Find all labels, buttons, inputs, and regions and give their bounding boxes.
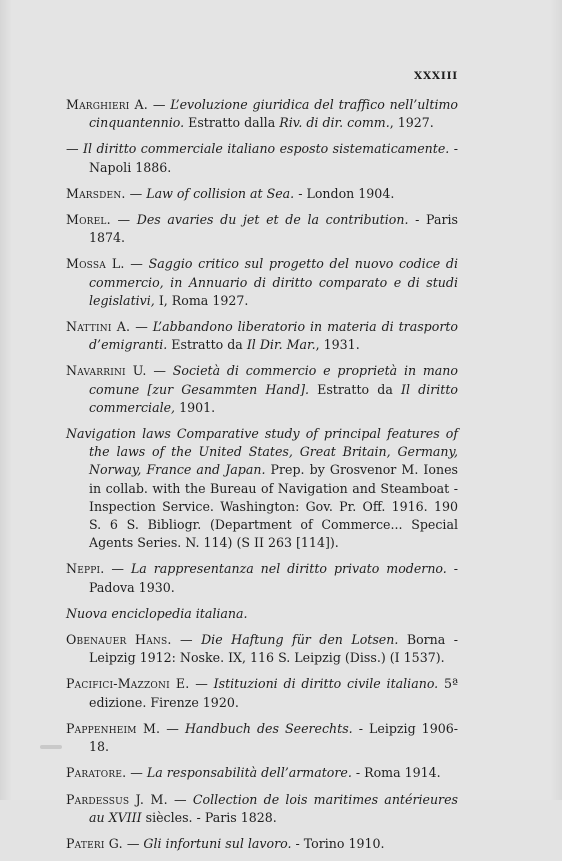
entry-details: 5ª edizione. Firenze 1920. (89, 676, 458, 710)
entry-details: - Leipzig 1906-18. (89, 720, 458, 755)
entry-author: Morel. (66, 212, 111, 228)
bibliography-entry (66, 560, 458, 596)
entry-author: Pardessus J. M. (66, 791, 168, 807)
bibliography-entry (66, 185, 458, 203)
entry-details: Estratto da (167, 337, 247, 353)
entry-author: Paratore. (66, 765, 127, 781)
entry-separator: — (189, 676, 214, 692)
entry-separator: — (124, 256, 149, 272)
bibliography-entry (66, 605, 458, 623)
entry-author: Pateri G. (66, 835, 123, 851)
entry-title: Die Haftung für den Lotsen. (201, 632, 399, 648)
entry-title: Gli infortuni sul lavoro. (143, 835, 292, 851)
entry-details: Prep. by Grosvenor M. Iones in collab. with the Bureau of Navigation and Steamboat - Inspection Service. Washington: Gov. Pr. Off. 1916. 190 S. 6 S. Bibliogr. (Department of Commerce... Special Agents Series. N. 114) (S II 263 [114]). (89, 462, 459, 551)
page-number: XXXIII (414, 70, 458, 82)
entry-details: - Roma 1914. (351, 765, 441, 781)
bibliography-entry (66, 140, 458, 176)
entry-source-details: 1901. (175, 399, 216, 415)
entry-details: - Torino 1910. (291, 835, 385, 851)
entry-author: Navarrini U. (66, 363, 147, 379)
entry-separator: — (148, 97, 171, 112)
entry-separator: — (167, 791, 193, 807)
bibliography-list (66, 96, 458, 861)
entry-separator: — (122, 835, 144, 851)
bibliography-entry (66, 425, 458, 552)
bibliography-entry (66, 764, 458, 782)
entry-title: Handbuch des Seerechts. (184, 720, 353, 736)
entry-title: Istituzioni di diritto civile italiano. (213, 676, 439, 692)
entry-title: Des avaries du jet et de la contribution. (136, 212, 409, 228)
entry-source-title: Il diritto commerciale, (89, 381, 458, 415)
entry-separator: — (130, 319, 153, 335)
bibliography-entry (66, 675, 458, 711)
entry-title: Law of collision at Sea. (146, 185, 295, 201)
entry-separator: — (110, 212, 137, 228)
entry-title: L’abbandono liberatorio in materia di trasporto d’emigranti. (89, 319, 458, 353)
bibliography-entry (66, 211, 458, 247)
entry-author: Pacifici-Mazzoni E. (66, 676, 190, 692)
entry-title: L’evoluzione giuridica del traffico nell’ultimo cinquantennio. (89, 97, 458, 131)
entry-title: Navigation laws Comparative study of principal features of the laws of the United States, Great Britain, Germany, Norway, France and Japan. (66, 426, 458, 478)
entry-title: Il diritto commerciale italiano esposto sistematicamente. (83, 141, 450, 157)
entry-source-title: Riv. di dir. comm. (279, 115, 390, 131)
entry-details: Estratto da (308, 381, 401, 397)
entry-separator: — (66, 141, 84, 157)
entry-author: Obenauer Hans. (66, 632, 172, 648)
bibliography-entry (66, 835, 458, 853)
bibliography-entry (66, 96, 458, 132)
entry-title: Società di commercio e proprietà in mano comune [zur Gesammten Hand]. (89, 363, 458, 397)
entry-title: Nuova enciclopedia italiana. (66, 605, 248, 621)
entry-details: - London 1904. (294, 185, 395, 201)
paper-smudge (40, 745, 62, 749)
entry-separator: — (126, 765, 147, 781)
entry-title: La responsabilità dell’armatore. (146, 765, 352, 781)
entry-author: Nattini A. (66, 319, 131, 335)
entry-title: Saggio critico sul progetto del nuovo codice di commercio, in Annuario di diritto comparato e di studi legislativi, (89, 256, 458, 308)
entry-details: Borna - Leipzig 1912: Noske. IX, 116 S. Leipzig (Diss.) (I 1537). (89, 632, 458, 666)
bibliography-entry (66, 631, 458, 667)
entry-separator: — (104, 561, 131, 577)
entry-separator: — (160, 720, 185, 736)
bibliography-entry (66, 362, 458, 417)
entry-details: - Paris 1874. (89, 212, 458, 246)
bibliography-entry (66, 720, 458, 756)
entry-details: I, Roma 1927. (154, 292, 249, 308)
entry-details: - Napoli 1886. (89, 141, 458, 175)
bibliography-entry (66, 791, 458, 827)
entry-details: - Padova 1930. (89, 561, 458, 595)
entry-separator: — (125, 185, 147, 201)
entry-separator: — (146, 363, 173, 379)
entry-details: Estratto dalla (184, 115, 280, 131)
entry-details: siècles. - Paris 1828. (141, 809, 277, 825)
entry-source-details: , 1931. (315, 337, 360, 353)
entry-author: Pappenheim M. (66, 720, 161, 736)
entry-author: Mossa L. (66, 256, 125, 272)
entry-title: La rappresentanza nel diritto privato moderno. (130, 561, 447, 577)
entry-author: Neppi. (66, 561, 105, 577)
bibliography-entry (66, 255, 458, 310)
entry-author: Marghieri A. (66, 97, 148, 112)
entry-source-title: Il Dir. Mar. (246, 337, 316, 353)
entry-title: Collection de lois maritimes antérieures au XVIII (89, 791, 458, 825)
entry-source-details: , 1927. (389, 115, 434, 131)
entry-author: Marsden. (66, 185, 126, 201)
bibliography-entry (66, 318, 458, 354)
entry-separator: — (171, 632, 202, 648)
